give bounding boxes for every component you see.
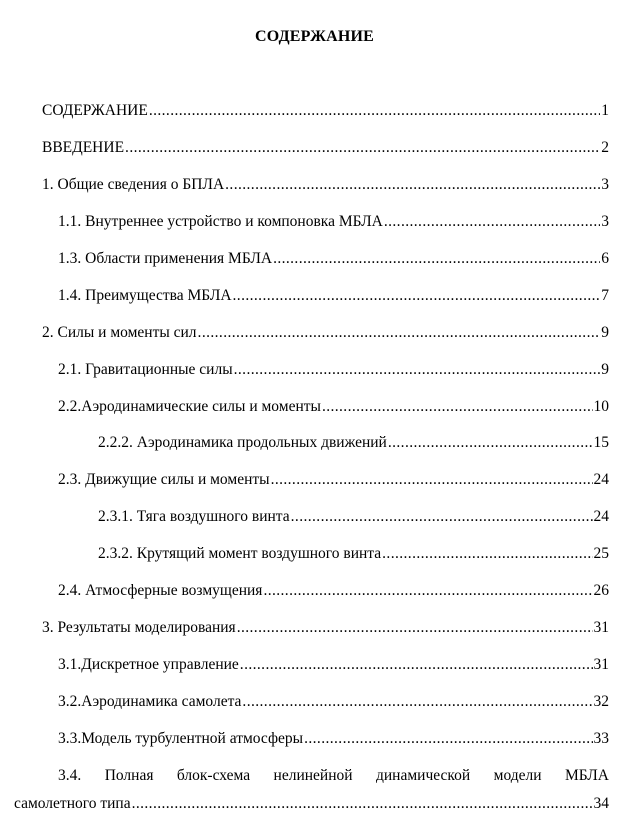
toc-entry-page: 3: [601, 213, 609, 230]
dot-leader: [322, 397, 593, 417]
dot-leader: [263, 581, 592, 601]
dot-leader: [237, 618, 593, 638]
toc-entry-label: 3.3.Модель турбулентной атмосферы: [58, 730, 304, 747]
toc-entry-section-2[interactable]: [42, 323, 609, 343]
toc-entry-label: 2.4. Атмосферные возмущения: [58, 582, 263, 599]
toc-entry-label: СОДЕРЖАНИЕ: [42, 102, 148, 119]
toc-entry-section-2-1[interactable]: [58, 360, 609, 380]
toc-entry-section-3-2[interactable]: [58, 692, 609, 712]
dot-leader: [198, 323, 601, 343]
dot-leader: [304, 729, 592, 749]
toc-entry-page: 34: [593, 795, 609, 812]
page-title: СОДЕРЖАНИЕ: [254, 28, 375, 45]
toc-entry-label: 1.1. Внутреннее устройство и компоновка МБЛА: [58, 213, 383, 230]
toc-entry-section-3-1[interactable]: [58, 655, 609, 675]
dot-leader: [388, 433, 593, 453]
toc-entry-page: 25: [593, 545, 609, 562]
toc-entry-page: 9: [601, 324, 609, 341]
toc-entry-label: 2.3.1. Тяга воздушного винта: [98, 508, 290, 525]
dot-leader: [382, 544, 592, 564]
toc-entry-label: 2.1. Гравитационные силы: [58, 361, 233, 378]
dot-leader: [273, 249, 600, 269]
toc-entry-section-2-2-2[interactable]: [98, 433, 609, 453]
toc-entry-page: 10: [593, 398, 609, 415]
toc-entry-continuation: [14, 794, 609, 814]
toc-entry-page: 2: [601, 139, 609, 156]
toc-entry-label: 2.2.2. Аэродинамика продольных движений: [98, 434, 387, 451]
toc-entry-page: 32: [593, 693, 609, 710]
toc-entry-label: 2.3.2. Крутящий момент воздушного винта: [98, 545, 382, 562]
toc-entry-section-2-3[interactable]: [58, 470, 609, 490]
toc-entry-page: 9: [601, 361, 609, 378]
dot-leader: [125, 138, 600, 158]
dot-leader: [271, 470, 593, 490]
toc-entry-section-2-3-2[interactable]: [98, 544, 609, 564]
toc-entry-page: 26: [593, 582, 609, 599]
toc-entry-section-1-1[interactable]: [58, 212, 609, 232]
toc-entry-label: 2.2.Аэродинамические силы и моменты: [58, 398, 321, 415]
dot-leader: [149, 101, 600, 121]
toc-entry-page: 1: [601, 102, 609, 119]
toc-entry-page: 31: [593, 619, 609, 636]
dot-leader: [242, 692, 592, 712]
toc-entry-section-1[interactable]: [42, 175, 609, 195]
toc-entry-label: 1.3. Области применения МБЛА: [58, 250, 273, 267]
dot-leader: [234, 360, 601, 380]
dot-leader: [225, 175, 600, 195]
dot-leader: [132, 794, 593, 814]
toc-entry-section-3-4[interactable]: [14, 766, 609, 814]
toc-entry-page: 31: [593, 656, 609, 673]
toc-entry-page: 33: [593, 730, 609, 747]
dot-leader: [291, 507, 593, 527]
toc-entry-label: 3.1.Дискретное управление: [58, 656, 239, 673]
toc-entry-section-1-3[interactable]: [58, 249, 609, 269]
toc-entry-label: 1. Общие сведения о БПЛА: [42, 176, 225, 193]
toc-entry-page: 3: [601, 176, 609, 193]
toc-entry-contents[interactable]: [42, 101, 609, 121]
dot-leader: [240, 655, 593, 675]
dot-leader: [384, 212, 600, 232]
toc-entry-label: 3.4. Полная блок-схема нелинейной динамической модели МБЛА: [58, 767, 609, 784]
toc-entry-label: 2. Силы и моменты сил: [42, 324, 197, 341]
toc-entry-label: 3. Результаты моделирования: [42, 619, 236, 636]
dot-leader: [233, 286, 601, 306]
toc-entry-section-2-2[interactable]: [58, 397, 609, 417]
toc-entry-page: 24: [593, 508, 609, 525]
toc-entry-page: 24: [593, 471, 609, 488]
toc-entry-section-1-4[interactable]: [58, 286, 609, 306]
toc-entry-section-2-3-1[interactable]: [98, 507, 609, 527]
toc-entry-label: 2.3. Движущие силы и моменты: [58, 471, 270, 488]
toc-entry-section-3[interactable]: [42, 618, 609, 638]
toc-entry-introduction[interactable]: [42, 138, 609, 158]
toc-entry-label: 3.2.Аэродинамика самолета: [58, 693, 242, 710]
toc-entry-page: 15: [593, 434, 609, 451]
toc-entry-page: 6: [601, 250, 609, 267]
toc-entry-label-continuation: самолетного типа: [14, 795, 131, 812]
toc-entry-label: ВВЕДЕНИЕ: [42, 139, 125, 156]
toc-entry-label: 1.4. Преимущества МБЛА: [58, 287, 232, 304]
toc-entry-page: 7: [601, 287, 609, 304]
toc-entry-section-2-4[interactable]: [58, 581, 609, 601]
toc-entry-section-3-3[interactable]: [58, 729, 609, 749]
